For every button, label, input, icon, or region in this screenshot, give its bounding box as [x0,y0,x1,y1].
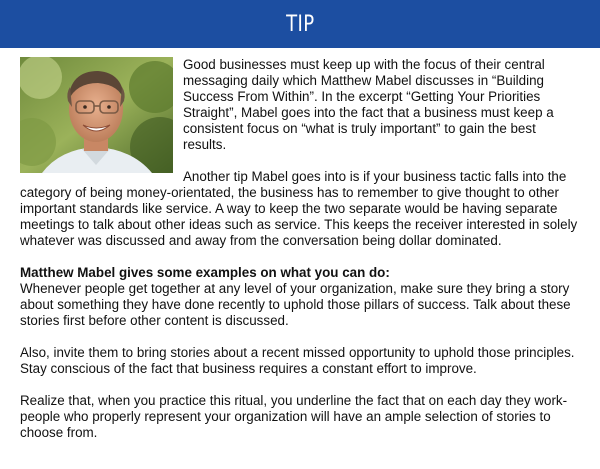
paragraph-stories: Whenever people get together at any level of your organization, make sure they bring a story about something they have done recently to uphold those pillars of success. Talk about these stories first before other content is discussed. [20,281,571,328]
paragraph-missed-opportunity: Also, invite them to bring stories about a recent missed opportunity to uphold those principles. Stay conscious of the fact that business requires a constant effort to improve. [20,345,575,376]
paragraph-intro: Good businesses must keep up with the focus of their central messaging daily which Matthew Mabel discusses in “Building Success From Within”. In the excerpt “Getting Your Priorities Straight”, Mabel goes into the fact that a business must keep a consistent focus on “what is truly important” to gain the best results. [183,57,554,152]
tip-header [0,0,600,48]
header-title: TIP [285,11,315,37]
author-photo [20,57,173,173]
paragraph-ritual: Realize that, when you practice this ritual, you underline the fact that on each day they work-people who properly represent your organization will have an ample selection of stories to choose from. [20,393,568,440]
examples-subheading: Matthew Mabel gives some examples on what you can do: [20,265,390,280]
paragraph-money-orientated: Another tip Mabel goes into is if your business tactic falls into the category of being money-orientated, the business has to remember to give thought to other important standards like service. A way to keep the two separate would be having separate meetings to talk about other ideas such as service. This keeps the receiver interested in solely whatever was discussed and away from the conversation being dollar dominated. [20,169,578,248]
article-body [0,48,600,441]
